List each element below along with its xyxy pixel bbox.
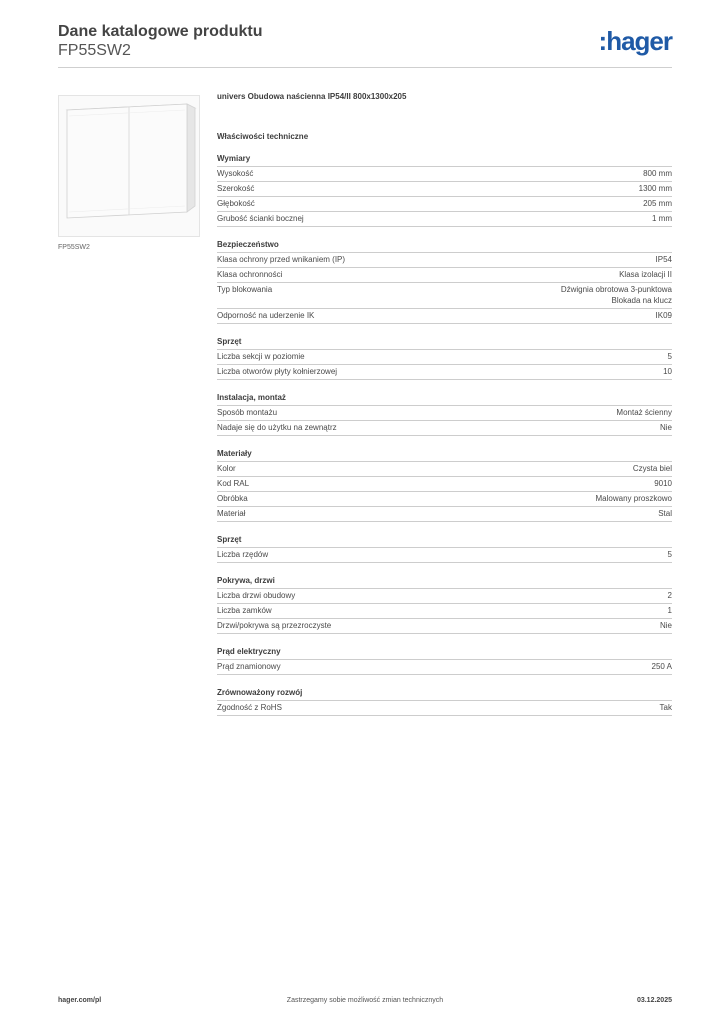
spec-value: 1 — [667, 606, 672, 615]
spec-label: Prąd znamionowy — [217, 662, 281, 671]
spec-value: Dźwignia obrotowa 3-punktowa Blokada na klucz — [560, 285, 672, 305]
spec-row — [217, 588, 672, 603]
spec-label: Sposób montażu — [217, 408, 278, 417]
document-title: Dane katalogowe produktu — [58, 23, 263, 40]
spec-value: 250 A — [651, 662, 672, 671]
section-title: Prąd elektryczny — [217, 647, 281, 656]
spec-section — [217, 647, 672, 675]
section-title: Sprzęt — [217, 535, 242, 544]
specifications — [217, 92, 672, 729]
spec-row — [217, 181, 672, 196]
spec-label: Liczba zamków — [217, 606, 272, 615]
spec-section — [217, 240, 672, 324]
spec-value: Nie — [659, 621, 672, 630]
enclosure-illustration — [59, 96, 199, 236]
spec-row — [217, 476, 672, 491]
spec-label: Typ blokowania — [217, 285, 273, 294]
spec-value: Tak — [659, 703, 672, 712]
spec-row — [217, 659, 672, 675]
section-title: Sprzęt — [217, 337, 242, 346]
product-code: FP55SW2 — [58, 42, 131, 59]
footer-date: 03.12.2025 — [636, 997, 672, 1004]
spec-label: Liczba drzwi obudowy — [217, 591, 296, 600]
spec-row — [217, 308, 672, 324]
section-title: Zrównoważony rozwój — [217, 688, 303, 697]
spec-row — [217, 405, 672, 420]
spec-label: Kolor — [217, 464, 236, 473]
spec-label: Szerokość — [217, 184, 255, 193]
spec-value: 5 — [667, 550, 672, 559]
hager-logo: :hager — [598, 26, 672, 56]
spec-value: IK09 — [655, 311, 672, 320]
spec-section — [217, 535, 672, 563]
spec-row — [217, 282, 672, 308]
spec-row — [217, 364, 672, 380]
spec-value: 9010 — [654, 479, 672, 488]
footer-website: hager.com/pl — [58, 997, 102, 1004]
spec-row — [217, 166, 672, 181]
spec-label: Drzwi/pokrywa są przezroczyste — [217, 621, 332, 630]
spec-section — [217, 154, 672, 227]
spec-section — [217, 393, 672, 436]
spec-value: Klasa izolacji II — [619, 270, 672, 279]
section-title: Bezpieczeństwo — [217, 240, 279, 249]
spec-label: Zgodność z RoHS — [217, 703, 282, 712]
spec-label: Nadaje się do użytku na zewnątrz — [217, 423, 337, 432]
spec-label: Klasa ochronności — [217, 270, 283, 279]
spec-label: Liczba sekcji w poziomie — [217, 352, 305, 361]
spec-value: Nie — [659, 423, 672, 432]
spec-label: Kod RAL — [217, 479, 250, 488]
footer-disclaimer: Zastrzegamy sobie możliwość zmian technicznych — [286, 997, 444, 1004]
spec-section — [217, 449, 672, 522]
spec-label: Grubość ścianki bocznej — [217, 214, 304, 223]
spec-value: 205 mm — [643, 199, 672, 208]
spec-row — [217, 491, 672, 506]
spec-row — [217, 349, 672, 364]
header-divider — [58, 67, 672, 68]
spec-row — [217, 700, 672, 716]
spec-row — [217, 196, 672, 211]
spec-value: IP54 — [655, 255, 672, 264]
spec-value: 10 — [663, 367, 672, 376]
spec-section — [217, 337, 672, 380]
spec-row — [217, 547, 672, 563]
spec-label: Klasa ochrony przed wnikaniem (IP) — [217, 255, 346, 264]
spec-value: 2 — [667, 591, 672, 600]
spec-label: Liczba otworów płyty kołnierzowej — [217, 367, 338, 376]
section-title: Materiały — [217, 449, 252, 458]
product-image — [58, 95, 200, 237]
spec-value: 1300 mm — [638, 184, 672, 193]
spec-value: Stal — [658, 509, 672, 518]
section-title: Wymiary — [217, 154, 251, 163]
spec-row — [217, 211, 672, 227]
spec-value: Czysta biel — [632, 464, 672, 473]
spec-row — [217, 267, 672, 282]
spec-row — [217, 506, 672, 522]
spec-row — [217, 618, 672, 634]
spec-row — [217, 420, 672, 436]
spec-value: Montaż ścienny — [616, 408, 672, 417]
spec-section — [217, 688, 672, 716]
page-header — [58, 22, 672, 60]
section-title: Pokrywa, drzwi — [217, 576, 275, 585]
spec-label: Liczba rzędów — [217, 550, 269, 559]
spec-value: 5 — [667, 352, 672, 361]
image-caption: FP55SW2 — [58, 244, 90, 251]
spec-row — [217, 603, 672, 618]
spec-section — [217, 576, 672, 634]
section-title: Instalacja, montaż — [217, 393, 286, 402]
spec-row — [217, 461, 672, 476]
product-name: univers Obudowa naścienna IP54/II 800x1300x205 — [217, 92, 407, 101]
spec-row — [217, 252, 672, 267]
spec-sections — [217, 154, 672, 716]
spec-value: 800 mm — [643, 169, 672, 178]
spec-label: Materiał — [217, 509, 246, 518]
spec-value: Malowany proszkowo — [595, 494, 672, 503]
spec-value: 1 mm — [652, 214, 672, 223]
technical-properties-heading: Właściwości techniczne — [217, 132, 309, 141]
spec-label: Obróbka — [217, 494, 248, 503]
spec-label: Głębokość — [217, 199, 255, 208]
spec-label: Odporność na uderzenie IK — [217, 311, 315, 320]
spec-label: Wysokość — [217, 169, 254, 178]
